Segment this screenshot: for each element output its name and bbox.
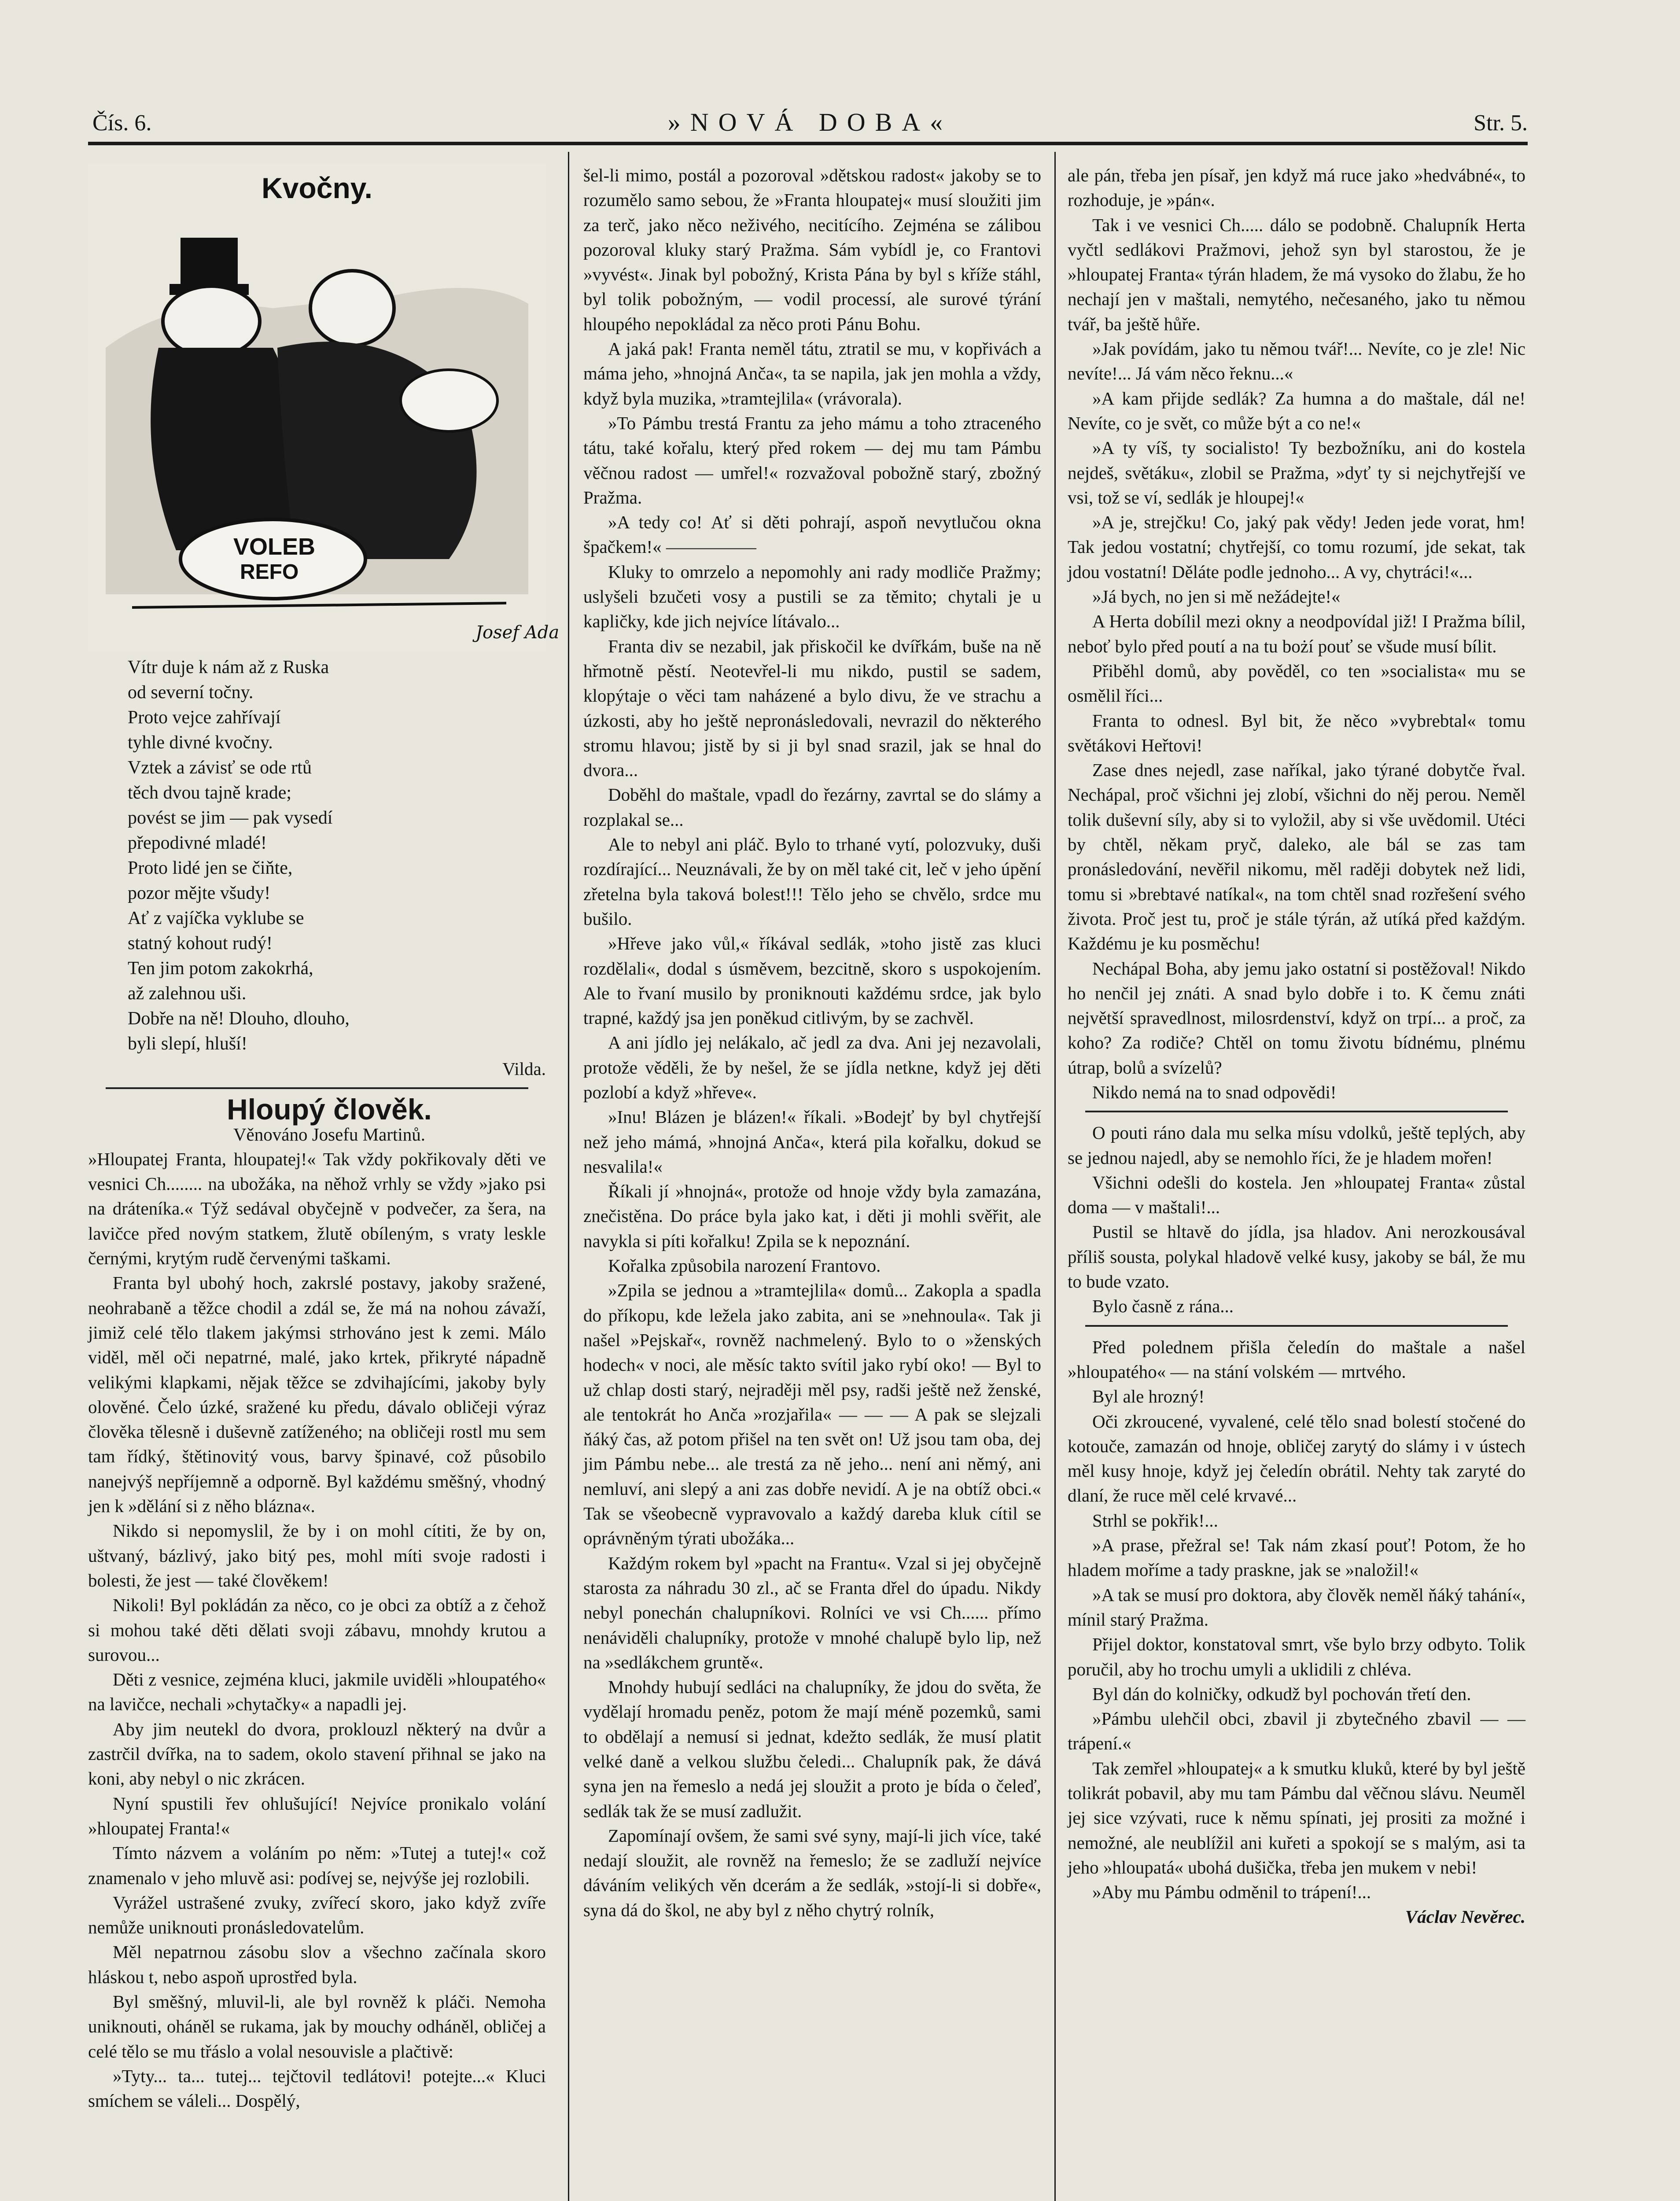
column-3 [1068, 163, 1525, 1929]
poem-line: statný kohout rudý! [128, 933, 273, 953]
paragraph: »Inu! Blázen je blázen!« říkali. »Bodejť by byl chytřejší než jeho mámá, »hnojná Anča«, která pila kořalku, dokud se nesvalila!« [583, 1107, 1041, 1177]
paragraph: Říkali jí »hnojná«, protože od hnoje vždy byla zamazána, znečistěna. Do práce byla jako kat, i děti ji mohli svěřit, ale navykla si píti kořalku! Zpila se k nepoznání. [583, 1181, 1041, 1251]
poem-line: Proto lidé jen se čiňte, [128, 858, 293, 878]
paragraph: »Zpila se jednou a »tramtejlila« domů... Zakopla a spadla do příkopu, kde ležela jako zabita, ani se »nehnoula«. Tak ji našel »Pejskař«, rovněž nachmelený. Bylo to o »ženských hodech« v noci, ale měsíc takto svítil jako rybí oko! — Byl to už chlap dosti starý, nejraději měl psy, radši ještě než ženské, ale tentokrát ho Anča »rozjařila« — — — A pak se slejzali ňáký čas, až potom přišel na ten svět on! Už jsou tam oba, dej jim Pámbu nebe... ale trestá za ně jeho... není ani němý, ani nemluví, ani slepý a ani zas dobře nevidí. A je na obtíž obci.« Tak se všeobecně vypravovalo a každý dareba kluk cítil se oprávněným týrati ubožáka... [583, 1280, 1041, 1549]
cartoon-drawing [88, 163, 560, 651]
paragraph: Franta div se nezabil, jak přiskočil ke dvířkám, buše na ně hřmotně pěstí. Neotevřel-li mu nikdo, pustil se sadem, klopýtaje o věci tam naházené a bylo divu, že ve strachu a úzkosti, aby ho ještě nepronásledovali, nevrazil do některého stromu hlavou; jistě by si ji byl snad srazil, jak se hnal do dvora... [583, 636, 1041, 780]
column-rule-1 [568, 152, 569, 2201]
poem-line: těch dvou tajně krade; [128, 783, 292, 803]
paragraph: Přiběhl domů, aby pověděl, co ten »socialista« mu se osmělil říci... [1068, 660, 1525, 706]
paragraph: Nikdo si nepomyslil, že by i on mohl cítiti, že by on, uštvaný, bázlivý, jako bitý pes, mohl míti svoje radosti i bolesti, že jest — také člověkem! [88, 1520, 546, 1590]
paragraph: »Tyty... ta... tutej... tejčtovil tedlátovi! potejte...« Kluci smíchem se váleli... Dospělý, [88, 2065, 546, 2111]
header-rule [88, 142, 1528, 145]
paragraph: »A je, strejčku! Co, jaký pak vědy! Jeden jede vorat, hm! Tak jedou vostatní; chytřejší, co tomu rozumí, jde sekat, tak jdou vostatní! Děláte podle jednoho... A vy, chytráci!«... [1068, 512, 1525, 582]
paragraph: Tímto názvem a voláním po něm: »Tutej a tutej!« což znamenalo v jeho mluvě asi: podívej se, nejvýše jej rozlobili. [88, 1843, 546, 1888]
cartoon-illustration [88, 163, 560, 651]
paragraph: A jaká pak! Franta neměl tátu, ztratil se mu, v kopřivách a máma jeho, »hnojná Anča«, ta se napila, jak jen mohla a vždy, když byla muzika, »tramtejlila« (vrávorala). [583, 339, 1041, 409]
artist-signature: Josef Ada [475, 622, 560, 643]
paragraph: Všichni odešli do kostela. Jen »hloupatej Franta« zůstal doma — v maštali!... [1068, 1172, 1525, 1218]
newspaper-title: »NOVÁ DOBA« [667, 108, 953, 136]
column-rule-2 [1054, 152, 1056, 2201]
poem-line: Proto vejce zahřívají [128, 707, 281, 728]
story-dedication: Věnováno Josefu Martinů. [233, 1124, 426, 1145]
paragraph: Kluky to omrzelo a nepomohly ani rady modliče Pražmy; uslyšeli bzučeti vosy a pustili se za těmito; chytali je u kapličky, kde jich nejvíce lítávalo... [583, 561, 1041, 632]
section-divider [1085, 1325, 1508, 1327]
paragraph: Mnohdy hubují sedláci na chalupníky, že jdou do světa, že vydělají hromadu peněz, potom že mají méně pozemků, sami to obdělají a nemusí si jednat, kdežto sedlák, že musí platit velké daně a velkou službu čeledi... Chalupník pak, že dává syna jen na řemeslo a nedá jej sloužit a proto je bída o čeleď, sedlák tak že se musí zadlužit. [583, 1677, 1041, 1821]
poem-author: Vilda. [502, 1059, 546, 1079]
poem-line: až zalehnou uši. [128, 983, 247, 1004]
poem-line: Vztek a závisť se ode rtů [128, 758, 312, 778]
poem-stanza [128, 655, 546, 755]
paragraph: Vyrážel ustrašené zvuky, zvířecí skoro, jako když zvíře nemůže uniknouti pronásledovatelům. [88, 1892, 546, 1938]
poem-stanza [128, 856, 546, 956]
paragraph: Před polednem přišla čeledín do maštale a našel »hloupatého« — na stání volském — mrtvého. [1068, 1336, 1525, 1382]
paragraph: Byl ale hrozný! [1092, 1386, 1205, 1407]
paragraph: Kořalka způsobila narození Frantovo. [608, 1255, 881, 1276]
paragraph: ale pán, třeba jen písař, jen když má ruce jako »hedvábné«, to rozhoduje, je »pán«. [1068, 165, 1525, 210]
paragraph: Měl nepatrnou zásobu slov a všechno začínala skoro hláskou t, nebo aspoň uprostřed byla. [88, 1942, 546, 1987]
story-title: Hloupý člověk. [227, 1093, 432, 1126]
paragraph: »Pámbu ulehčil obci, zbavil ji zbytečného zbavil — — trápení.« [1068, 1708, 1525, 1754]
paragraph: »Jak povídám, jako tu němou tvář!... Nevíte, co je zle! Nic nevíte!... Já vám něco řeknu...« [1068, 339, 1525, 384]
paragraph: »Já bych, no jen si mě nežádejte!« [1092, 586, 1341, 607]
poem-line: pozor mějte všudy! [128, 883, 271, 903]
paragraph: Nikdo nemá na to snad odpovědi! [1092, 1082, 1337, 1102]
poem-line: Ať z vajíčka vyklube se [128, 908, 304, 928]
poem-line: Ten jim potom zakokrhá, [128, 958, 313, 979]
paragraph: A Herta dobílil mezi okny a neodpovídal již! I Pražma bílil, neboť bylo před poutí a na tu bożí pouť se všude musí bílit. [1068, 611, 1525, 656]
poem-stanza [128, 755, 546, 856]
paragraph: Pustil se hltavě do jídla, jsa hladov. Ani nerozkousával příliš sousta, polykal hladově velké kusy, jakoby se bál, že mu to bude vzato. [1068, 1222, 1525, 1292]
section-divider [106, 1087, 528, 1089]
paragraph: »A ty víš, ty socialisto! Ty bezbožníku, ani do kostela nejdeš, světáku«, zlobil se Pražma, »dyť ty si nejchytřejší ve vsi, tož se ví, sedlák je hloupej!« [1068, 438, 1525, 508]
paragraph: »A tak se musí pro doktora, aby člověk neměl ňáký tahání«, mínil starý Pražma. [1068, 1584, 1525, 1630]
paragraph: »Aby mu Pámbu odměnil to trápení!... [1092, 1882, 1371, 1903]
paragraph: »To Pámbu trestá Frantu za jeho mámu a toho ztraceného tátu, také kořalu, který před rokem — dej mu tam Pámbu věčnou radost — umřel!« rozvažoval pobožně starý, zbožný Pražma. [583, 412, 1041, 508]
paragraph: O pouti ráno dala mu selka mísu vdolků, ještě teplých, aby se jednou najedl, aby se nemohlo říci, že je hladem mořen! [1068, 1123, 1525, 1168]
paragraph: Tak i ve vesnici Ch..... dálo se podobně. Chalupník Herta vyčtl sedlákovi Pražmovi, jehož syn byl starostou, že je »hloupatej Franta« týrán hladem, že má vysoko do žlabu, že ho nechají jen v maštali, nemytého, nečesaného, jako tu němou tvář, ba ještě hůře. [1068, 214, 1525, 334]
paragraph: Strhl se pokřik!... [1092, 1510, 1218, 1531]
poem-line: Vítr duje k nám až z Ruska [128, 657, 329, 677]
section-divider [1085, 1111, 1508, 1112]
column-2 [583, 163, 1041, 1922]
poem-line: přepodivné mladé! [128, 833, 267, 853]
paragraph: Zase dnes nejedl, zase naříkal, jako týrané dobytče řval. Nechápal, proč všichni jej zlobí, všichni do něj perou. Neměl tolik duševní síly, aby si to vyložil, aby si vše uvědomil. Utéci by chtěl, někam pryč, daleko, ale bál se zas tam pronásledování, nevěřil nikomu, měl raději dobytek než lidi, tomu si »brebtavé natíkal«, na tom chtěl snad rozřešení svého života. Proč jest tu, proč je stále týrán, až utíká před každým. Každému je ku posměchu! [1068, 760, 1525, 954]
paragraph: Franta byl ubohý hoch, zakrslé postavy, jakoby sražené, neohrabaně a těžce chodil a zdál se, že má na nohou závaží, jimiž celé tělo tlakem jakýmsi strhováno jest k zemi. Málo viděl, měl oči nepatrné, malé, jako krtek, přikryté nápadně velikými klapkami, nějak těžce se zdvihajícími, jakoby byly olověné. Čelo úzké, sražené ku předu, dávalo obličeji výraz člověka tělesně i duševně zatíženého; na obličeji rostl mu sem tam řídký, štětinovitý vous, barvy špinavé, což působilo nanejvýš nepříjemně a odporně. Byl každému směšný, vhodný jen k »dělání si z něho blázna«. [88, 1273, 546, 1516]
paragraph: »A tedy co! Ať si děti pohrají, aspoň nevytlučou okna špačkem!« ————— [583, 512, 1041, 557]
paragraph: »A kam přijde sedlák? Za humna a do maštale, dál ne! Nevíte, co je svět, co může být a co ne!« [1068, 388, 1525, 433]
paragraph: Franta to odnesl. Byl bit, že něco »vybrebtal« tomu světákovi Heřtovi! [1068, 710, 1525, 755]
paragraph: Přijel doktor, konstatoval smrt, vše bylo brzy odbyto. Tolik poručil, aby ho trochu umyli a uklidili z chléva. [1068, 1634, 1525, 1679]
poem-line: od severní točny. [128, 682, 254, 703]
paragraph: Byl směšný, mluvil-li, ale byl rovněž k pláči. Nemoha uniknouti, oháněl se rukama, jak by mouchy odháněl, obličej a celé tělo se mu třáslo a volal nesouvisle a plačtivě: [88, 1991, 546, 2061]
column-1 [88, 163, 560, 2113]
paragraph: šel-li mimo, postál a pozoroval »dětskou radost« jakoby se to rozumělo samo sebou, že »Franta hloupatej« musí sloužiti jim za terč, jako něco neživého, necitícího. Zejména se zálibou pozoroval kluky starý Pražma. Sám vybídl je, co Frantovi »vyvést«. Jinak byl pobožný, Krista Pána by byl s kříže stáhl, byl tolik pobožným, — vodil processí, ale surové týrání hloupého nepokládal za něco proti Pánu Bohu. [583, 165, 1041, 334]
paragraph: Zapomínají ovšem, že sami své syny, mají-li jich více, také nedají sloužit, ale rovněž na řemeslo; že se zadluží nejvíce dáváním velikých věn dcerám a že sedlák, »stojí-li si dobře«, syna dá do škol, ne aby byl z něho chytrý rolník, [583, 1825, 1041, 1920]
poem-title: Kvočny. [262, 172, 372, 204]
paragraph: Ale to nebyl ani pláč. Bylo to trhané vytí, polozvuky, duši rozdírající... Neuznávali, že by on měl také cit, leč v jeho úpění zřetelna byla taková bolest!!! Tělo jeho se chvělo, srdce mu bušilo. [583, 834, 1041, 929]
paragraph: Bylo časně z rána... [1092, 1296, 1234, 1317]
issue-number: Čís. 6. [92, 110, 152, 136]
paragraph: Aby jim neutekl do dvora, proklouzl některý na dvůr a zastrčil dvířka, na to sadem, okolo stavení přihnal se jako na koni, aby nebyl o nic zkrácen. [88, 1719, 546, 1789]
paragraph: Děti z vesnice, zejména kluci, jakmile uviděli »hloupatého« na lavičce, nechali »chytačky« a napadli jej. [88, 1669, 546, 1715]
cartoon-sign-reform: REFO [240, 560, 299, 584]
paragraph: Doběhl do maštale, vpadl do řezárny, zavrtal se do slámy a rozplakal se... [583, 784, 1041, 830]
page-number: Str. 5. [1474, 110, 1528, 136]
poem [88, 655, 546, 1056]
cartoon-sign-volby: VOLEB [233, 534, 316, 560]
poem-line: Dobře na ně! Dlouho, dlouho, [128, 1008, 350, 1029]
paragraph: Každým rokem byl »pacht na Frantu«. Vzal si jej obyčejně starosta za náhradu 30 zl., ač se Franta dřel do úpadu. Nikdy nebyl ponechán chalupníkovi. Rolníci ve vsi Ch...... přímo nenáviděli chalupníky, protože v mnohé chalupě bylo lip, než na »sedlákchem gruntě«. [583, 1553, 1041, 1672]
poem-line: tyhle divné kvočny. [128, 732, 273, 753]
page-header [92, 101, 1528, 141]
paragraph: Tak zemřel »hloupatej« a k smutku kluků, které by byl ještě tolikrát pobavil, aby mu tam Pámbu dal věčnou slávu. Neuměl jej sice vzývati, ruce k němu spínati, jej prositi za možné i nemožné, ale neublížil ani kuřeti a spokojí se s malým, asi ta jeho »hloupatá« ubohá dušička, třeba jen mukem v nebi! [1068, 1758, 1525, 1877]
paragraph: »Hloupatej Franta, hloupatej!« Tak vždy pokřikovaly děti ve vesnici Ch........ na ubožáka, na něhož vrhly se vždy »jako psi na dráteníka.« Týž sedával obyčejně v podvečer, za šera, na lavičce před novým statkem, žlutě obíleným, s vraty leskle černými, krytým rudě červenými taškami. [88, 1148, 546, 1269]
story-author: Václav Nevěrec. [1405, 1907, 1525, 1927]
poem-line: povést se jim — pak vysedí [128, 808, 333, 828]
paragraph: »Hřeve jako vůl,« říkával sedlák, »toho jistě zas kluci rozdělali«, dodal s úsměvem, bezcitně, skoro s uspokojením. Ale to řvaní musilo by proniknouti každému srdce, jak bylo trapné, každý jsa jen poněkud citlivým, by se zachvěl. [583, 933, 1041, 1028]
paragraph: »A prase, přežral se! Tak nám zkasí pouť! Potom, že ho hladem moříme a tady praskne, jak se »naložil!« [1068, 1535, 1525, 1580]
poem-stanza [128, 956, 546, 1056]
paragraph: A ani jídlo jej nelákalo, ač jedl za dva. Ani jej nezavolali, protože věděli, že by nešel, že se jídla netkne, když jej děti pozlobí a když »hřeve«. [583, 1032, 1041, 1102]
paragraph: Nikoli! Byl pokládán za něco, co je obci za obtíž a z čehož si mohou také děti dělati svoji zábavu, mnohdy krutou a surovou... [88, 1595, 546, 1665]
poem-line: byli slepí, hluší! [128, 1034, 247, 1054]
paragraph: Nechápal Boha, aby jemu jako ostatní si postěžoval! Nikdo ho nenčil jej znáti. A snad bylo dobře i to. K čemu znáti největší spravedlnost, milosrdenství, když on trpí... a proč, za koho? Za rodiče? Chtěl on tomu životu bídnému, plnému útrap, bolů a svízelů? [1068, 958, 1525, 1078]
paragraph: Byl dán do kolničky, odkudž byl pochován třetí den. [1092, 1683, 1471, 1704]
paragraph: Oči zkroucené, vyvalené, celé tělo snad bolestí stočené do kotouče, zamazán od hnoje, obličej zarytý do slámy i v ústech měl kusy hnoje, když jej čeledín obrátil. Nehty tak zaryté do dlaní, že ruce měl celé krvavé... [1068, 1411, 1525, 1506]
paragraph: Nyní spustili řev ohlušující! Nejvíce pronikalo volání »hloupatej Franta!« [88, 1793, 546, 1838]
